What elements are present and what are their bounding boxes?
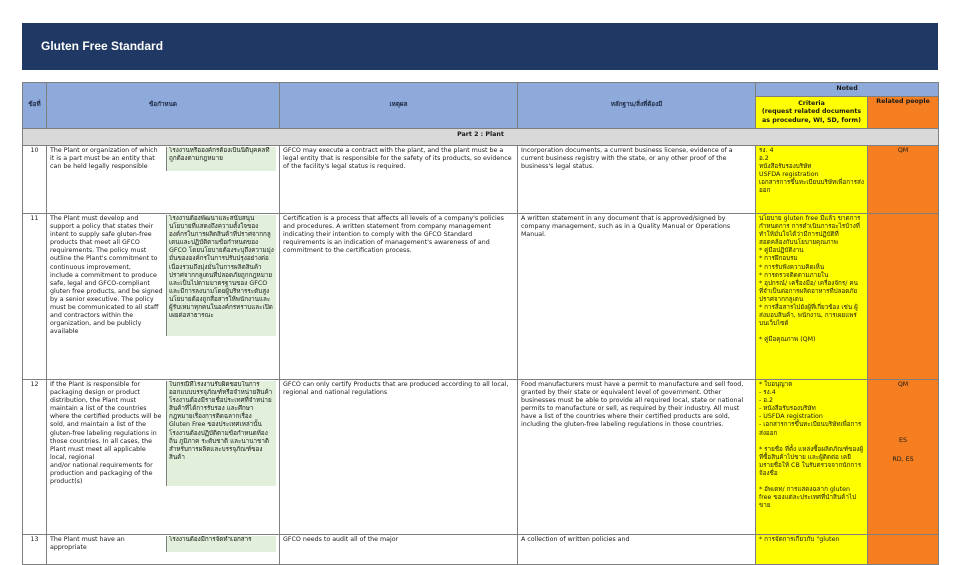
requirement-th: โรงงานต้องมีการจัดทำเอกสาร bbox=[167, 536, 277, 552]
criteria-cell bbox=[756, 146, 868, 214]
row-number: 13 bbox=[23, 535, 47, 565]
header-requirement: ข้อกำหนด bbox=[47, 83, 280, 129]
requirement-th: โรงงานหรือองค์กรต้องเป็นนิติบุคคลที่ถูกต้องตามกฎหมาย bbox=[167, 147, 277, 171]
row-number: 12 bbox=[23, 380, 47, 535]
criteria-line: เอกสารการขึ้นทะเบียนบริษัทเพื่อการส่งออก bbox=[759, 179, 864, 195]
title-banner bbox=[22, 23, 938, 70]
criteria-line: * การตรวจติดตามภายใน bbox=[759, 271, 829, 279]
people-cell bbox=[868, 214, 939, 380]
criteria-line: * คู่มือปฏิบัติงาน bbox=[759, 247, 804, 255]
criteria-line: * อุปกรณ์/ เครื่องมือ/ เครื่องจักร/ คน ที่จำเป็นต่อการผลิตอาหารที่ปลอดภัยปราศจากกลูเตน bbox=[759, 279, 858, 303]
row-number: 11 bbox=[23, 214, 47, 380]
criteria-line: - รง.4 bbox=[759, 389, 776, 397]
requirements-table bbox=[22, 82, 939, 565]
reason-cell: GFCO can only certify Products that are produced according to all local, regional and national regulations bbox=[280, 380, 518, 535]
reason-cell: Certification is a process that affects all levels of a company's policies and procedures. A written statement from company management indicating their intention to comply with the GFCO Standard requirements is an indication of management's awareness of and commitment to the certification process. bbox=[280, 214, 518, 380]
table-row bbox=[23, 380, 939, 535]
people-entry: QM bbox=[897, 147, 909, 154]
criteria-cell bbox=[756, 535, 868, 565]
people-cell bbox=[868, 146, 939, 214]
people-cell bbox=[868, 535, 939, 565]
requirement-cell bbox=[47, 146, 280, 214]
criteria-line: อ.2 bbox=[759, 155, 769, 163]
requirement-en: The Plant must have an appropriate bbox=[50, 536, 125, 552]
header-related-people: Related people bbox=[868, 97, 939, 129]
criteria-line: * อัพเดท/ การแสดงฉลาก gluten free ของแต่ละประเทศที่นำสินค้าไปขาย bbox=[759, 486, 857, 510]
evidence-cell: A collection of written policies and bbox=[518, 535, 756, 565]
criteria-line bbox=[759, 438, 864, 446]
criteria-line: * คู่มือคุณภาพ (QM) bbox=[759, 336, 816, 344]
evidence-cell: Incorporation documents, a current business license, evidence of a current business registry with the state, or any other proof of the business's legal status. bbox=[518, 146, 756, 214]
criteria-line: * การจัดการเกี่ยวกับ "gluten bbox=[759, 536, 840, 543]
page-title: Gluten Free Standard bbox=[41, 39, 164, 53]
criteria-line: นโยบาย gluten free มีแล้ว ขาดการกำหนดการ การดำเนินการอะไรบ้างที่ทำให้มั่นใจได้ว่ามีการปฏิบัติที่สอดคล้องกับนโยบายคุณภาพ bbox=[759, 215, 861, 247]
criteria-line: - USFDA registration bbox=[759, 413, 823, 421]
part-label: Part 2 : Plant bbox=[23, 129, 939, 146]
requirement-en: The Plant must develop and support a policy that states their intent to supply safe gluten-free products that meet all GFCO requirements. The policy must outline the Plant's commitment to continuous improvement, include a commitment to produce safe, legal and GFCO-compliant gluten free products, and be signed by a senior executive. The policy must be communicated to all staff and contractors within the organization, and be publicly available bbox=[50, 215, 163, 336]
table-row bbox=[23, 214, 939, 380]
reason-cell: GFCO may execute a contract with the plant, and the plant must be a legal entity that is responsible for the safety of its products, so evidence of the facility's legal status is required. bbox=[280, 146, 518, 214]
evidence-cell: A written statement in any document that is approved/signed by company management, such as in a Quality Manual or Operations Manual. bbox=[518, 214, 756, 380]
criteria-cell bbox=[756, 380, 868, 535]
header-noted: Noted bbox=[756, 83, 939, 97]
criteria-line: * รายชื่อ ที่ตั้ง แหล่งซื้อผลิตภัณฑ์ของผู้ที่ซื้อสินค้าไปขาย และผู้ติดต่อ เคยีมรายชื่อให้ CB ในรับตรวจจากนักการจ้องชื่อ bbox=[759, 445, 864, 478]
people-entry: ES bbox=[899, 437, 907, 445]
criteria-line: รง. 4 bbox=[759, 147, 774, 154]
criteria-line: * การสื่อสารไปยังผู้ที่เกี่ยวข้อง เช่น ผู้ส่งมอบสินค้า, พนักงาน, การเผยแพร่บนเว็บไซต์ bbox=[759, 304, 858, 328]
spreadsheet bbox=[22, 82, 938, 565]
criteria-line: - เอกสารการขึ้นทะเบียนบริษัทเพื่อการส่งออก bbox=[759, 421, 862, 437]
requirement-cell bbox=[47, 535, 280, 565]
criteria-line: - อ.2 bbox=[759, 397, 774, 405]
table-row bbox=[23, 535, 939, 565]
criteria-line: หนังสือรับรองบริษัท bbox=[759, 163, 812, 171]
criteria-line: USFDA registration bbox=[759, 171, 819, 179]
header-reason: เหตุผล bbox=[280, 83, 518, 129]
criteria-cell bbox=[756, 214, 868, 380]
criteria-line: * การฝึกอบรม bbox=[759, 255, 798, 263]
criteria-line: - หนังสือรับรองบริษัท bbox=[759, 405, 816, 413]
people-entry: QM bbox=[897, 381, 909, 388]
criteria-line: * ใบอนุญาต bbox=[759, 381, 793, 388]
requirement-th: โรงงานต้องพัฒนาและสนับสนุนนโยบายที่แสดงถึงความตั้งใจของ องค์กรในการผลิตสินค้าที่ปราศจากกลูเตนและปฏิบัติตามข้อกำหนดของ GFCO โดยนโยบายต้องระบุถึงความมุ่งมั่นขององค์กรในการปรับปรุงอย่างต่อเนื่องรวมถึงมุ่งมั่นในการผลิตสินค้าปราศจากกลูเตนที่ปลอดภัยถูกกฎหมายและเป็นไปตามมาตรฐานของ GFCO และมีการลงนามโดยผู้บริหารระดับสูง นโยบายต้องถูกสื่อสารให้พนักงานและผู้รับเหมาทุกคนในองค์กรทราบและเปิดเผยต่อสาธารณะ bbox=[167, 215, 277, 336]
requirement-cell bbox=[47, 214, 280, 380]
criteria-line bbox=[759, 478, 864, 486]
people-entry: RD, ES bbox=[892, 456, 914, 464]
row-number: 10 bbox=[23, 146, 47, 214]
requirement-cell bbox=[47, 380, 280, 535]
criteria-line: * การรับฟังความคิดเห็น bbox=[759, 263, 825, 271]
requirement-en: The Plant or organization of which it is a part must be an entity that can be held legally responsible bbox=[50, 147, 158, 171]
evidence-cell: Food manufacturers must have a permit to manufacture and sell food, granted by their state or equivalent level of government. Other businesses must be able to provide all required local, state or national permits to manufacture or sell, as required by their industry. All must have a list of the countries where their certified products are sold, including the gluten-free labeling regulations in those countries. bbox=[518, 380, 756, 535]
people-cell bbox=[868, 380, 939, 535]
requirement-th: ในกรณีที่โรงงานรับผิดชอบในการออกแบบบรรจุภัณฑ์หรือจำหน่ายสินค้า โรงงานต้องมีรายชื่อประเทศที่จำหน่ายสินค้าที่ได้การรับรอง และศึกษากฎหมายเรื่องการติดฉลากเรื่อง Gluten Free ของประเทศเหล่านั้น โรงงานต้องปฏิบัติตามข้อกำหนดท้องถิ่น ภูมิภาค ระดับชาติ และนานาชาติสำหรับการผลิตและบรรจุภัณฑ์ของสินค้า bbox=[167, 381, 277, 486]
header-no: ข้อที่ bbox=[23, 83, 47, 129]
header-criteria: Criteria (request related documents as procedure, WI, SD, form) bbox=[756, 97, 868, 129]
requirement-en: If the Plant is responsible for packaging design or product distribution, the Plant must maintain a list of the countries where the certified products will be sold, and maintain a list of the gluten-free labeling regulations in those countries. In all cases, the Plant must meet all applicable local, regional and/or national requirements for production and packaging of the product(s) bbox=[50, 381, 162, 486]
reason-cell: GFCO needs to audit all of the major bbox=[280, 535, 518, 565]
table-row bbox=[23, 146, 939, 214]
header-evidence: หลักฐาน/สิ่งที่ต้องมี bbox=[518, 83, 756, 129]
